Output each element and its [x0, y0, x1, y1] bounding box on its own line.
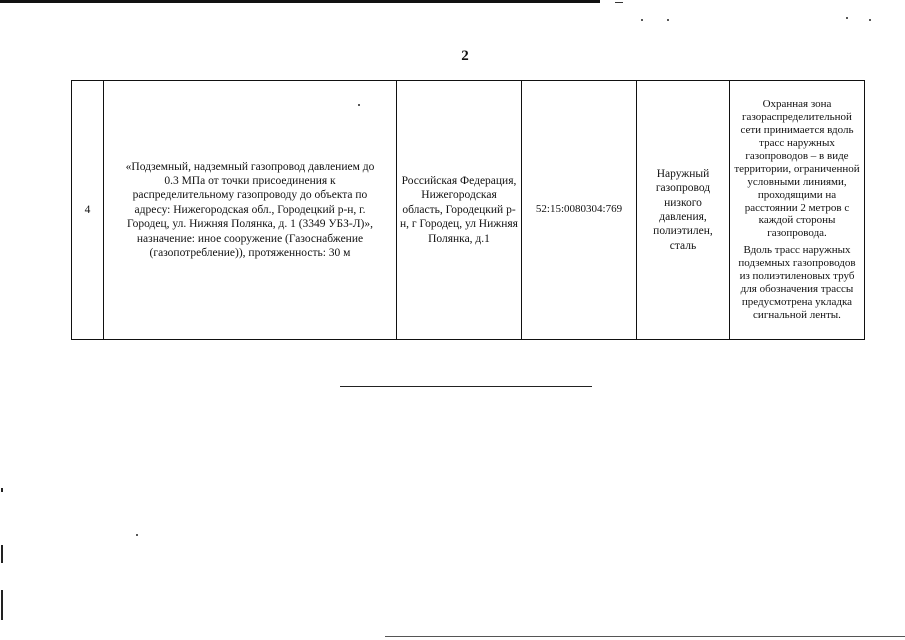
scan-speck [846, 17, 848, 19]
cadastral-number-cell: 52:15:0080304:769 [522, 81, 637, 340]
footer-rule [385, 636, 905, 637]
scan-edge-mark [1, 545, 3, 563]
row-index-cell: 4 [72, 81, 104, 340]
scan-speck [869, 19, 871, 21]
object-type-cell: Наружный газопровод низкого давления, полиэтилен, сталь [637, 81, 730, 340]
scan-speck [667, 19, 669, 21]
registry-table [71, 80, 865, 340]
protection-zone-cell [730, 81, 865, 340]
scan-edge-mark [1, 590, 3, 620]
scan-speck [136, 534, 138, 536]
end-of-document-rule [340, 386, 592, 387]
table-row [72, 81, 865, 340]
scan-speck [641, 19, 643, 21]
index-column-inner-rule [103, 80, 104, 340]
top-dash-mark [615, 2, 623, 3]
scan-edge-mark [1, 488, 3, 492]
location-cell: Российская Федерация, Нижегородская область, Городецкий р-н, г Городец, ул Нижняя Полянка, д.1 [397, 81, 522, 340]
page-number: 2 [461, 48, 469, 64]
object-name-cell: «Подземный, надземный газопровод давлением до 0.3 МПа от точки присоединения к распределительному газопроводу до объекта по адресу: Нижегородская обл., Городецкий р-н, г. Городец, ул. Нижняя Полянка, д. 1 (3349 УБЗ-Л)», назначение: иное сооружение (Газоснабжение (газопотребление)), протяженность: 30 м [104, 81, 397, 340]
protection-zone-text-2: Вдоль трасс наружных подземных газопроводов из полиэтиленовых труб для обозначения трассы предусмотрена укладка сигнальной ленты. [738, 244, 856, 322]
top-border-rule [0, 0, 600, 3]
protection-zone-text-1: Охранная зона газораспределительной сети принимается вдоль трасс наружных газопроводов – в виде территории, ограниченной условными линиями, проходящими на расстоянии 2 метров с каждой стороны газопровода. [734, 97, 860, 240]
